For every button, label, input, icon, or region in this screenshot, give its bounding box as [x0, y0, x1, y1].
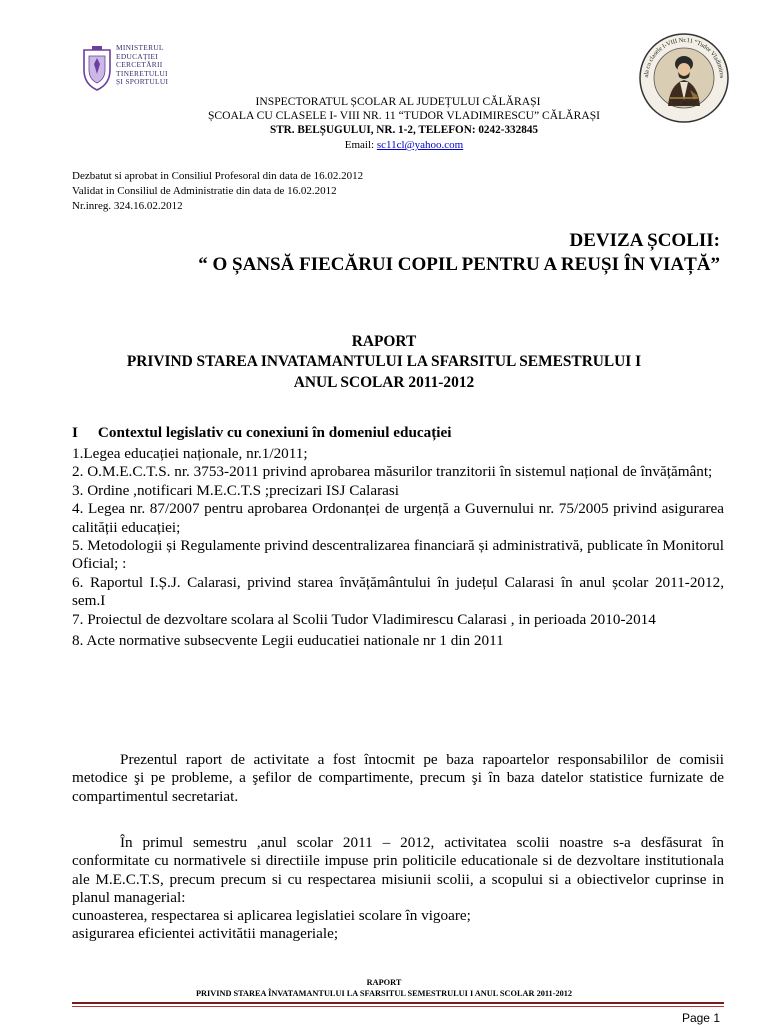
- list-item: 5. Metodologii și Regulamente privind descentralizarea financiară și administrativă, publicate în Monitorul Oficial; :: [72, 537, 724, 573]
- section-number: I: [72, 424, 78, 441]
- list-item: 1.Legea educației naționale, nr.1/2011;: [72, 445, 308, 462]
- list-item: 2. O.M.E.C.T.S. nr. 3753-2011 privind aprobarea măsurilor tranzitorii în sistemul național de învățământ;: [72, 463, 713, 481]
- ministry-crest-icon: [80, 44, 114, 94]
- footer-subtitle: PRIVIND STAREA ÎNVATAMANTULUI LA SFARSITUL SEMESTRULUI I ANUL SCOLAR 2011-2012: [195, 989, 573, 998]
- ministry-name: [116, 44, 188, 87]
- approval-council: Dezbatut si aprobat in Consiliul Profesoral din data de 16.02.2012: [72, 170, 364, 182]
- email-link[interactable]: sc11cl@yahoo.com: [376, 139, 464, 151]
- list-item: 4. Legea nr. 87/2007 pentru aprobarea Ordonanței de urgență a Guvernului nr. 75/2005 privind asigurarea calității educației;: [72, 500, 724, 536]
- portrait-caption: ala cu clasele I-VIII Nr.11 “Tudor Vladimires: [642, 36, 726, 79]
- ministry-line: TINERETULUI: [116, 68, 168, 78]
- section-heading: [72, 424, 451, 442]
- footer-divider-thin: [72, 1006, 724, 1007]
- section-title: Contextul legislativ cu conexiuni în domeniul educației: [97, 424, 452, 441]
- ministry-line: EDUCAȚIEI: [116, 51, 159, 61]
- approval-admin: Validat in Consiliul de Administratie din data de 16.02.2012: [72, 185, 337, 197]
- list-item: 6. Raportul I.Ș.J. Calarasi, privind starea învățământului în județul Calarasi în anul școlar 2011-2012, sem.I: [72, 573, 724, 610]
- registration-number: Nr.inreg. 324.16.02.2012: [72, 200, 183, 212]
- portrait-city: CĂLĂRAȘI: [671, 99, 697, 108]
- bullet-legislation: cunoasterea, respectarea si aplicarea legislatiei scolare în vigoare;: [72, 907, 471, 924]
- inspectorate-name: INSPECTORATUL ȘCOLAR AL JUDEȚULUI CĂLĂRAȘI: [255, 95, 541, 108]
- legislation-list: [72, 445, 724, 650]
- paragraph-semester-activity: În primul semestru ,anul scolar 2011 – 2012, activitatea scolii noastre s-a desfăsurat în conformitate cu normativele si directiile impuse prin politicile educationale si de dezvoltare institutionala ale M.E.C.T.S, precum precum si cu respectarea misiunii scolii, a scopului si a obiectivelor cuprinse in planul managerial:: [72, 834, 724, 907]
- email-label: Email:: [344, 139, 377, 151]
- ministry-line: ȘI SPORTULUI: [116, 77, 169, 87]
- report-subtitle: PRIVIND STAREA INVATAMANTULUI LA SFARSITUL SEMESTRULUI I: [126, 353, 642, 370]
- paragraph-report-basis: Prezentul raport de activitate a fost întocmit pe baza rapoartelor responsabililor de comisii metodice şi pe probleme, a şefilor de compartimente, precum şi în baza datelor statistice furnizate de compartimentul secretariat.: [72, 751, 724, 805]
- footer-divider: [72, 1002, 724, 1004]
- report-school-year: ANUL SCOLAR 2011-2012: [293, 374, 475, 391]
- ministry-logo: [80, 44, 188, 96]
- bullet-management: asigurarea eficientei activitătii manageriale;: [72, 925, 339, 942]
- school-address: STR. BELȘUGULUI, NR. 1-2, TELEFON: 0242-332845: [269, 124, 539, 136]
- report-title: RAPORT: [351, 333, 417, 350]
- page-number: Page 1: [681, 1011, 720, 1025]
- footer-title: RAPORT: [366, 978, 402, 987]
- list-item: 3. Ordine ,notificari M.E.C.T.S ;precizari ISJ Calarasi: [72, 481, 400, 499]
- motto-heading: DEVIZA ȘCOLII:: [569, 230, 720, 251]
- motto-text: “ O ȘANSĂ FIECĂRUI COPIL PENTRU A REUȘI ÎN VIAȚĂ”: [198, 254, 720, 275]
- ministry-line: MINISTERUL: [116, 43, 164, 52]
- list-item: 8. Acte normative subsecvente Legii euducatiei nationale nr 1 din 2011: [72, 632, 504, 650]
- ministry-line: CERCETĂRII: [116, 60, 163, 70]
- school-email-line: [0, 139, 768, 151]
- school-name: ȘCOALA CU CLASELE I- VIII NR. 11 “TUDOR VLADIMIRESCU” CĂLĂRAȘI: [207, 109, 601, 122]
- list-item: 7. Proiectul de dezvoltare scolara al Scolii Tudor Vladimirescu Calarasi , in perioada 2010-2014: [72, 610, 656, 628]
